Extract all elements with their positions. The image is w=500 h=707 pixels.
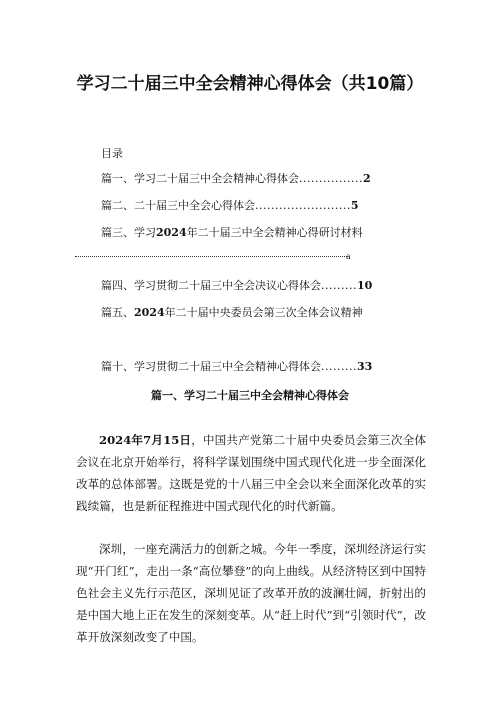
toc-leader-dots: ................ <box>299 172 363 185</box>
document-title: 学习二十届三中全会精神心得体会（共10篇） <box>76 74 424 94</box>
toc-item-label: 篇四、学习贯彻二十届三中全会决议心得体会 <box>101 279 321 292</box>
toc-leader-dots: ......... <box>321 360 357 373</box>
toc-leader-dots: ........................ <box>255 199 351 212</box>
toc-item-3[interactable] <box>101 226 363 240</box>
toc-item-year: 2024 <box>156 226 187 239</box>
toc-item-2[interactable] <box>101 199 359 213</box>
body-paragraph-1 <box>76 429 426 517</box>
toc-dotted-leader-row <box>75 256 347 259</box>
toc-page-number: 2 <box>362 172 371 185</box>
toc-item-label: 篇二、二十届三中全会心得体会 <box>101 199 255 212</box>
toc-item-label: 篇一、学习二十届三中全会精神心得体会 <box>101 172 299 185</box>
toc-item-10[interactable] <box>101 360 372 374</box>
paragraph-text: 深圳，一座充满活力的创新之城。今年一季度，深圳经济运行实现“开门红”，走出一条“高位攀登”的向上曲线。从经济特区到中国特色社会主义先行示范区，深圳见证了改革开放的波澜壮阔，折射出的是中国大地上正在发生的深刻变革。从“赶上时代”到“引领时代”，改革开放深刻改变了中国。 <box>76 542 426 644</box>
section-heading: 篇一、学习二十届三中全会精神心得体会 <box>151 389 349 402</box>
toc-item-label-suffix: 年二十届中央委员会第三次全体会议精神 <box>164 306 363 319</box>
toc-item-1[interactable] <box>101 172 371 186</box>
toc-item-label-prefix: 篇三、学习 <box>101 226 156 239</box>
toc-page-number: 5 <box>350 199 359 212</box>
toc-leader-dots: ......... <box>321 279 357 292</box>
toc-heading: 目录 <box>101 147 123 160</box>
toc-item-label-prefix: 篇五、 <box>101 306 134 319</box>
paragraph-date: 2024年7月15日 <box>99 433 192 447</box>
toc-item-label-suffix: 年二十届三中全会精神心得研讨材料 <box>186 226 363 239</box>
toc-page-number: 33 <box>356 360 373 373</box>
toc-dotted-row-suffix: a <box>346 252 351 261</box>
paragraph-text: ，中国共产党第二十届中央委员会第三次全体会议在北京开始举行，将科学谋划围绕中国式现代化进一步全面深化改革的总体部署。这既是党的十八届三中全会以来全面深化改革的实践续篇，也是新征程推进中国式现代化的时代新篇。 <box>76 433 426 513</box>
toc-item-year: 2024 <box>134 306 165 319</box>
toc-item-label: 篇十、学习贯彻二十届三中全会精神心得体会 <box>101 360 321 373</box>
body-paragraph-2 <box>76 538 426 648</box>
toc-item-5[interactable] <box>101 306 363 320</box>
toc-item-4[interactable] <box>101 279 372 293</box>
toc-page-number: 10 <box>356 279 373 292</box>
